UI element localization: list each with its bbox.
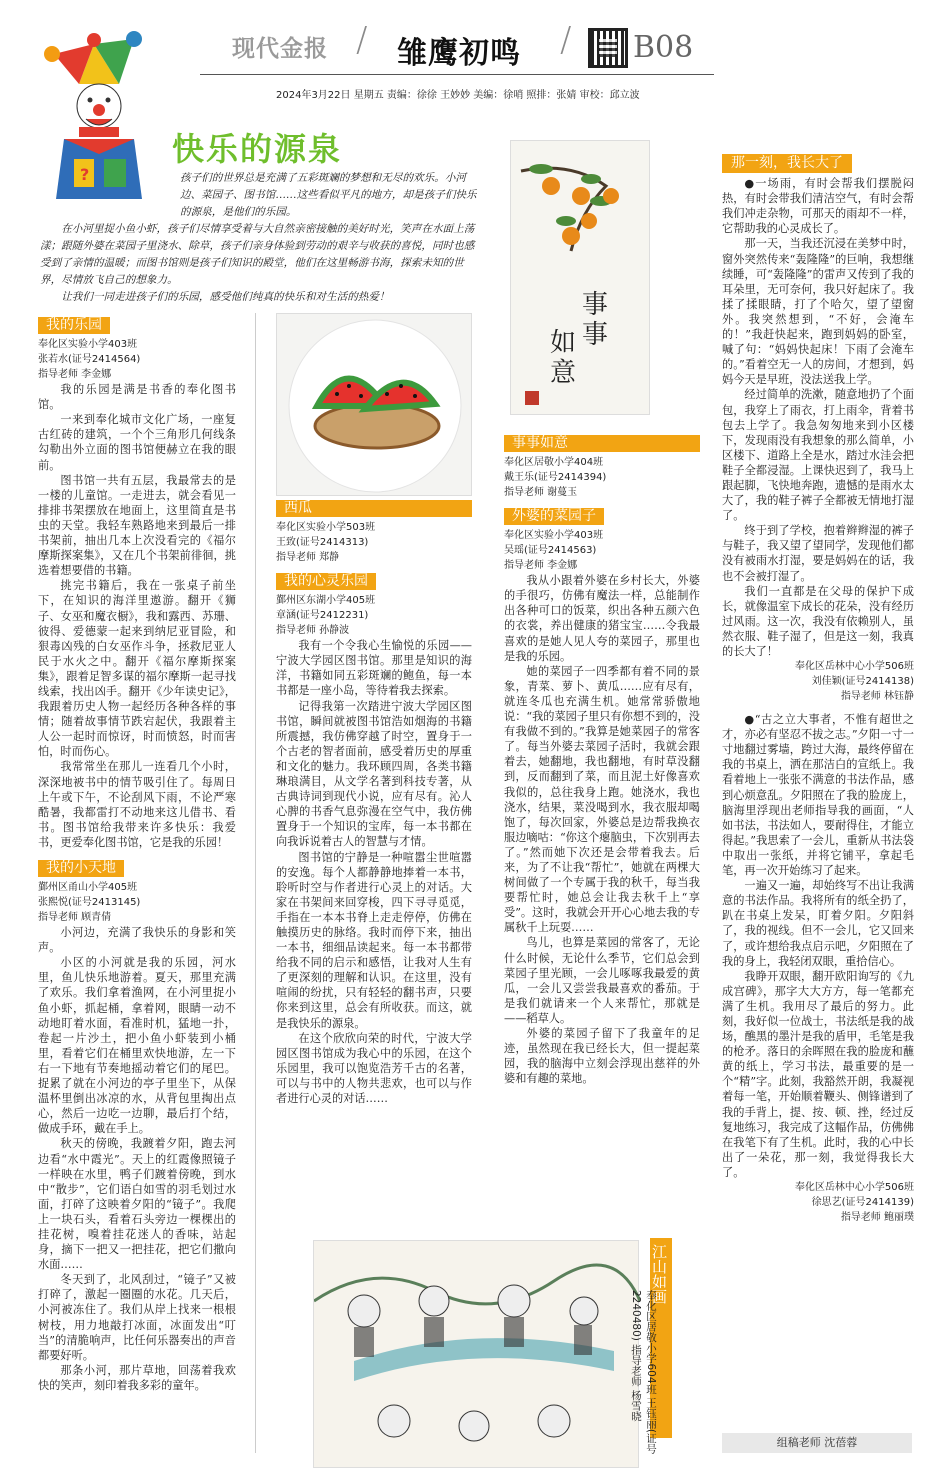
watermelon-painting [276,313,472,496]
school: 奉化区居敬小学404班 [504,457,604,469]
header-rule [200,74,714,75]
paragraph: 我常常坐在那儿一连看几个小时，深深地被书中的情节吸引住了。每周日上午或下午，不论刮风下雨，不论严寒酷暑，我都雷打不动地来这儿借书、看书。图书馆给我带来许多快乐：我爱书，更爱奉化图书馆，它是我的乐园！ [38,760,236,849]
paragraph: 一来到奉化城市文化广场，一座复古红砖的建筑，一个个三角形几何线条勾勒出外立面的图书馆便赫立在我的眼前。 [38,413,236,472]
teacher: 指导老师 李金娜 [38,369,112,381]
persimmon-painting [510,140,650,415]
paragraph: 经过简单的洗漱，随意地扔了个面包，我穿上了雨衣，打上雨伞，背着书包去上学了。我急匆匆地来到小区楼下，发现雨没有我想象的那么简单，小区楼下、道路上全是水，踏过水洼会把鞋子全都浸湿。上课快迟到了，我马上跟起脚，飞快地奔跑，遗憾的是雨水太大了，我的鞋子裤子全都被无情地打湿了。 [722,388,914,523]
school: 奉化区岳林中心小学506班 [794,661,914,673]
page-number: B08 [633,30,694,65]
teacher: 指导老师 杨雪晓 [630,1344,642,1422]
paragraph: 我睁开双眼，翻开欧阳询写的《九成宫碑》，那字大大方方，每一笔都充满了生机。我用尽了最后的努力。此刻，我好似一位战士，书法纸是我的战场，醮黑的墨汁是我的盾甲，毛笔是我的枪矛。落日的余晖照在我的脸庞和蘸黄的纸上，学习书法，最重要的是一个“精”字。此刻，我豁然开朗，我凝视着每一笔，开始顺着鞭头、侧锋谱到了我的手背上，提、按、顿、挫，经过反复地练习，我完成了这幅作品，仿佛佛在我笔下有了生机。此时，我的心中长出了一朵花，那一刻，我觉得我长大了。 [722,969,914,1179]
paragraph: 图书馆一共有五层，我最常去的是一楼的儿童馆。一走进去，就会看见一排排书架摆放在地面上，这里简直是书虫的天堂。我轻车熟路地来到最后一排书架前，抽出几本上次没看完的《福尔摩斯探案集》，又在几个书架前徘徊，挑选着想要借的书籍。 [38,473,236,578]
paragraph: 那一天，当我还沉浸在美梦中时，窗外突然传来“轰隆隆”的巨响，我想继续睡，可“轰隆隆”的雷声又传到了我的耳朵里，无可奈何，我只好起床了。我揉了揉眼睛，打了个哈欠，望了望窗外。我突然想到，“不好，会淹车的！”我赶快起来，跑到妈妈的卧室，喊了句：“妈妈快起床！下雨了会淹车的。”看着空无一人的房间，才想到，妈妈今天是早班，没法送我上学。 [722,237,914,387]
svg-text:?: ? [80,165,90,184]
student: 王致(证号2414313) [276,537,369,549]
school: 奉化区岳林中心小学506班 [794,1182,914,1193]
section-heading: 事事如意 [504,435,700,452]
teacher: 指导老师 谢蔓玉 [504,487,578,499]
student: 章涵(证号2412231) [276,610,369,622]
paragraph: 一遍又一遍，却始终写不出让我满意的书法作品。我将所有的纸全扔了，趴在书桌上发呆，盯着夕阳。夕阳斜了，我的视线。但不一会儿，它又回来了，或许想给我点启示吧，夕阳照在了我的身上，我轻闭双眼，重拾信心。 [722,879,914,968]
divider-slash: / [356,20,368,60]
paragraph: 我的乐园是满是书香的奉化图书馆。 [38,383,236,412]
student: 张若水(证号2414564) [38,354,141,366]
section-heading: 我的心灵乐园 [276,573,376,590]
paragraph: 小河边，充满了我快乐的身影和笑声。 [38,926,236,955]
paragraph: 挑完书籍后，我在一张桌子前坐下，在知识的海洋里遨游。翻开《狮子、女巫和魔衣橱》，我和露西、苏珊、彼得、爱德蒙一起来到纳尼亚冒险，和狠毒凶残的白女巫作斗争，拯救尼亚人民于水火之中。翻开《福尔摩斯探案集》，跟着足智多谋的福尔摩斯一起寻找线索，找出凶手。翻开《少年读史记》，我跟着历史人物一起经历各种各样的事情；随着故事情节跌宕起伏，我跟着主人公一起时而惊讶，时而愤怒，时而害怕，时而伤心。 [38,579,236,759]
paragraph: 冬天到了，北风刮过，“镜子”又被打碎了，激起一圈圈的水花。几天后，小河被冻住了。我们从岸上找来一根根树枝，用力地敲打冰面，冰面发出“叮当”的清脆响声，比任何乐器奏出的声音都要好听。 [38,1273,236,1362]
paragraph: 记得我第一次踏进宁波大学园区图书馆，瞬间就被图书馆浩如烟海的书籍所震撼，我仿佛穿越了时空，置身于一个古老的智者面前，感受着历史的厚重和文化的魅力。我环顾四周，各类书籍琳琅满目，从文学名著到科技专著，从古典诗词到现代小说，应有尽有。沁人心脾的书香气息弥漫在空气中，我仿佛置身于一个知识的宝库，每一本书都在向我诉说着古人的智慧与才情。 [276,699,472,849]
section-heading: 西瓜 [276,500,472,517]
paragraph: 那条小河，那片草地，回荡着我欢快的笑声，刻印着我多彩的童年。 [38,1363,236,1392]
paragraph: 我有一个令我心生愉悦的乐园——宁波大学园区图书馆。那里是知识的海洋，书籍如同五彩斑斓的鲍鱼，每一本书都是一座小岛，等待着我去探索。 [276,639,472,698]
teacher: 指导老师 鲍丽璞 [840,1212,914,1223]
section-heading: 那一刻，我长大了 [722,154,852,173]
teacher: 指导老师 顾青倩 [38,912,112,924]
page-title: 快乐的源泉 [172,130,343,168]
column-4 [722,150,914,1430]
paragraph: 她的菜园子一四季都有着不同的景象，青菜、萝卜、黄瓜……应有尽有，就连冬瓜也充满生机。她常常骄傲地说：“我的菜园子里只有你想不到的，没有我做不到的。”我算是她菜园子的常客了。每当外婆去菜园子活时，我就会跟着去，她翻地，我也翻地，有时草没翻到，反而翻到了菜，而且泥土好像喜欢我似的，总往我身上跑。她浇水，我也浇水，结果，菜没喝到水，我衣服却喝饱了，每次回家，外婆总是边帮我换衣服边嘀咕：“你这个瘪脑虫，下次别再去了。”然而她下次还是会带着我去。后来，为了不让我“帮忙”，她就在两棵大树间做了一个专属于我的秋千，每当我要帮忙时，她总会让我去秋千上“享受”。这时，我就会开开心心地去我的专属秋千上玩耍…… [504,664,700,935]
teacher: 指导老师 李金娜 [504,560,578,572]
header-meta: 2024年3月22日 星期五 责编：徐徐 王妙妙 美编：徐哨 照排：张婧 审校：邱立波 [276,90,640,101]
column-name: 雏鹰初鸣 [397,36,521,71]
teacher: 指导老师 林钰静 [840,691,914,703]
landscape-painting [313,1240,639,1468]
section-heading: 我的小天地 [38,860,124,877]
paragraph: ●一场雨，有时会帮我们摆脱闷热，有时会带我们清洁空气，有时会帮我们冲走杂物，可那天的雨却不一样，它帮助我的心灵成长了。 [722,177,914,236]
calligraphy-char: 事 [582,290,609,320]
column-1 [38,313,236,1453]
paragraph: 鸟儿，也算是菜园的常客了，无论什么时候，无论什么季节，它们总会到菜园子里光顾，一会儿啄啄我最爱的黄瓜，一会儿又尝尝我最喜欢的番茄。于是我们就请来一个人来帮忙，那就是——稻草人。 [504,936,700,1025]
teacher: 指导老师 孙静波 [276,625,350,637]
student: 吴瑶(证号2414563) [504,545,597,557]
section-heading: 江山如画 [650,1238,672,1438]
intro-paragraph: 孩子们的世界总是充满了五彩斑斓的梦想和无尽的欢乐。小河边、菜园子、图书馆……这些看似平凡的地方，却是孩子们快乐的源泉，是他们的乐园。 [180,172,477,218]
paragraph: 图书馆的宁静是一种喧嚣尘世喧嚣的安逸。每个人都静静地捧着一本书，聆听时空与作者进行心灵上的对话。大家在书架间来回穿梭，四下寻寻觅觅，手指在一本本书脊上走走停停，仿佛在触摸历史的脉络。我时而停下来，抽出一本书，细细品读起来。每一本书都带给我不同的启示和感悟，让我对人生有了更深刻的理解和认识。在这里，没有喧闹的纷扰，只有轻轻的翻书声，只要你来到这里，总会有所收获。而这，就是我快乐的源泉。 [276,850,472,1030]
paper-name: 现代金报 [232,35,328,62]
school: 奉化区实验小学403班 [504,530,604,542]
student: 王钰丽(证号2240480) [630,1290,657,1454]
paragraph: 秋天的傍晚，我踱着夕阳，跑去河边看“水中霞光”。天上的红霞像照镜子一样映在水里，鸭子们踱着傍晚，到水中“散步”，它们语白如雪的羽毛划过水面，打碎了这映着夕阳的“镜子”。我爬上一块石头，看着石头旁边一棵棵出的挂花树，嗅着挂花迷人的香味，站起身，摘下一把又一把挂花，把它们撒向水面…… [38,1137,236,1272]
intro-paragraph: 让我们一同走进孩子们的乐园，感受他们纯真的快乐和对生活的热爱！ [61,291,390,303]
paragraph: 小区的小河就是我的乐园，河水里，鱼儿快乐地游着。夏天，那里充满了欢乐。我们拿着渔网，在小河里捉小鱼小虾，抓起桶，拿着网，眼睛一动不动地盯着水面，看准时机，猛地一扑，卷起一片沙土，把小鱼小虾装到小桶里，看着它们在桶里欢快地游，左一下右一下地有节奏地摇动着它们的尾巴。捉累了就在小河边的亭子里坐下，从保温杯里倒出冰凉的水，从背包里掏出点心，然后一边吃一边聊，最后打个结，做成手环，戴在手上。 [38,956,236,1136]
school: 奉化区实验小学403班 [38,339,138,351]
school: 奉化区居敬小学604班 [645,1290,657,1395]
paragraph: ●“古之立大事者，不惟有超世之才，亦必有坚忍不拔之志。”夕阳一寸一寸地翻过雾墙，跨过大海，最终停留在我的书桌上，洒在那洁白的宣纸上。我看着地上一张张不满意的书法作品，感到心烦意乱。夕阳照在了我的脸庞上，脑海里浮现出老师指导我的画面，“人如书法，书法如人，要耐得住，才能立得起。”我思索了一会儿，重新从书法袋中取出一张纸，并将它铺平，拿起毛笔，再一次开始练习了起来。 [722,713,914,878]
divider-slash: / [560,20,572,60]
section-heading: 我的乐园 [38,317,110,334]
paragraph: 我们一直都是在父母的保护下成长，就像温室下成长的花朵，没有经历过风雨。这一次，我没有依赖别人，虽然衣服、鞋子湿了，但是这一刻，我真的长大了！ [722,584,914,658]
column-3 [504,431,700,1231]
paragraph: 终于到了学校，抱着辫辫湿的裤子与鞋子，我又望了望同学，发现他们都没有被雨水打湿，要是妈妈在的话，我也不会被打湿了。 [722,524,914,583]
school: 鄞州区东湖小学405班 [276,595,376,607]
student: 戴王乐(证号2414394) [504,472,607,484]
column-rule [255,313,256,1453]
qr-code-icon [588,28,628,68]
section-heading: 外婆的菜园子 [504,508,604,525]
school: 鄞州区甬山小学405班 [38,882,138,894]
editor-credit: 组稿老师 沈蓓蓉 [722,1433,912,1453]
student: 张熙悦(证号2413145) [38,897,141,909]
teacher: 指导老师 郑静 [276,552,340,564]
painting-credit [628,1290,658,1460]
paragraph: 我从小跟着外婆在乡村长大，外婆的手很巧，仿佛有魔法一样，总能制作出各种可口的饭菜，织出各种五颜六色的衣裳，养出健康的猪宝宝……令我最喜欢的是她人见人夸的菜园子，那里也是我的乐园。 [504,574,700,663]
intro-paragraph: 在小河里捉小鱼小虾，孩子们尽情享受着与大自然亲密接触的美好时光，笑声在水面上荡漾；跟随外婆在菜园子里浇水、除草，孩子们亲身体验到劳动的艰辛与收获的喜悦，同时也感受到了亲情的温暖；而图书馆则是孩子们知识的殿堂，他们在这里畅游书海，探索未知的世界，尽情放飞自己的想象力。 [40,223,475,286]
paragraph: 外婆的菜园子留下了我童年的足迹，虽然现在我已经长大，但一提起菜园，我的脑海中立刻会浮现出慈祥的外婆和有趣的菜地。 [504,1027,700,1086]
calligraphy-char: 如 [550,328,577,358]
school: 奉化区实验小学503班 [276,522,376,534]
student: 刘佳颖(证号2414138) [811,676,914,688]
calligraphy-char: 事 [582,320,609,350]
intro-text [40,170,480,306]
paragraph: 在这个欣欣向荣的时代，宁波大学园区图书馆成为我心中的乐园，在这个乐园里，我可以饱览浩芳千古的名著，可以与书中的人物共悲欢，也可以与作者进行心灵的对话…… [276,1031,472,1105]
calligraphy-char: 意 [550,358,577,388]
student: 徐思艺(证号2414139) [811,1197,914,1208]
